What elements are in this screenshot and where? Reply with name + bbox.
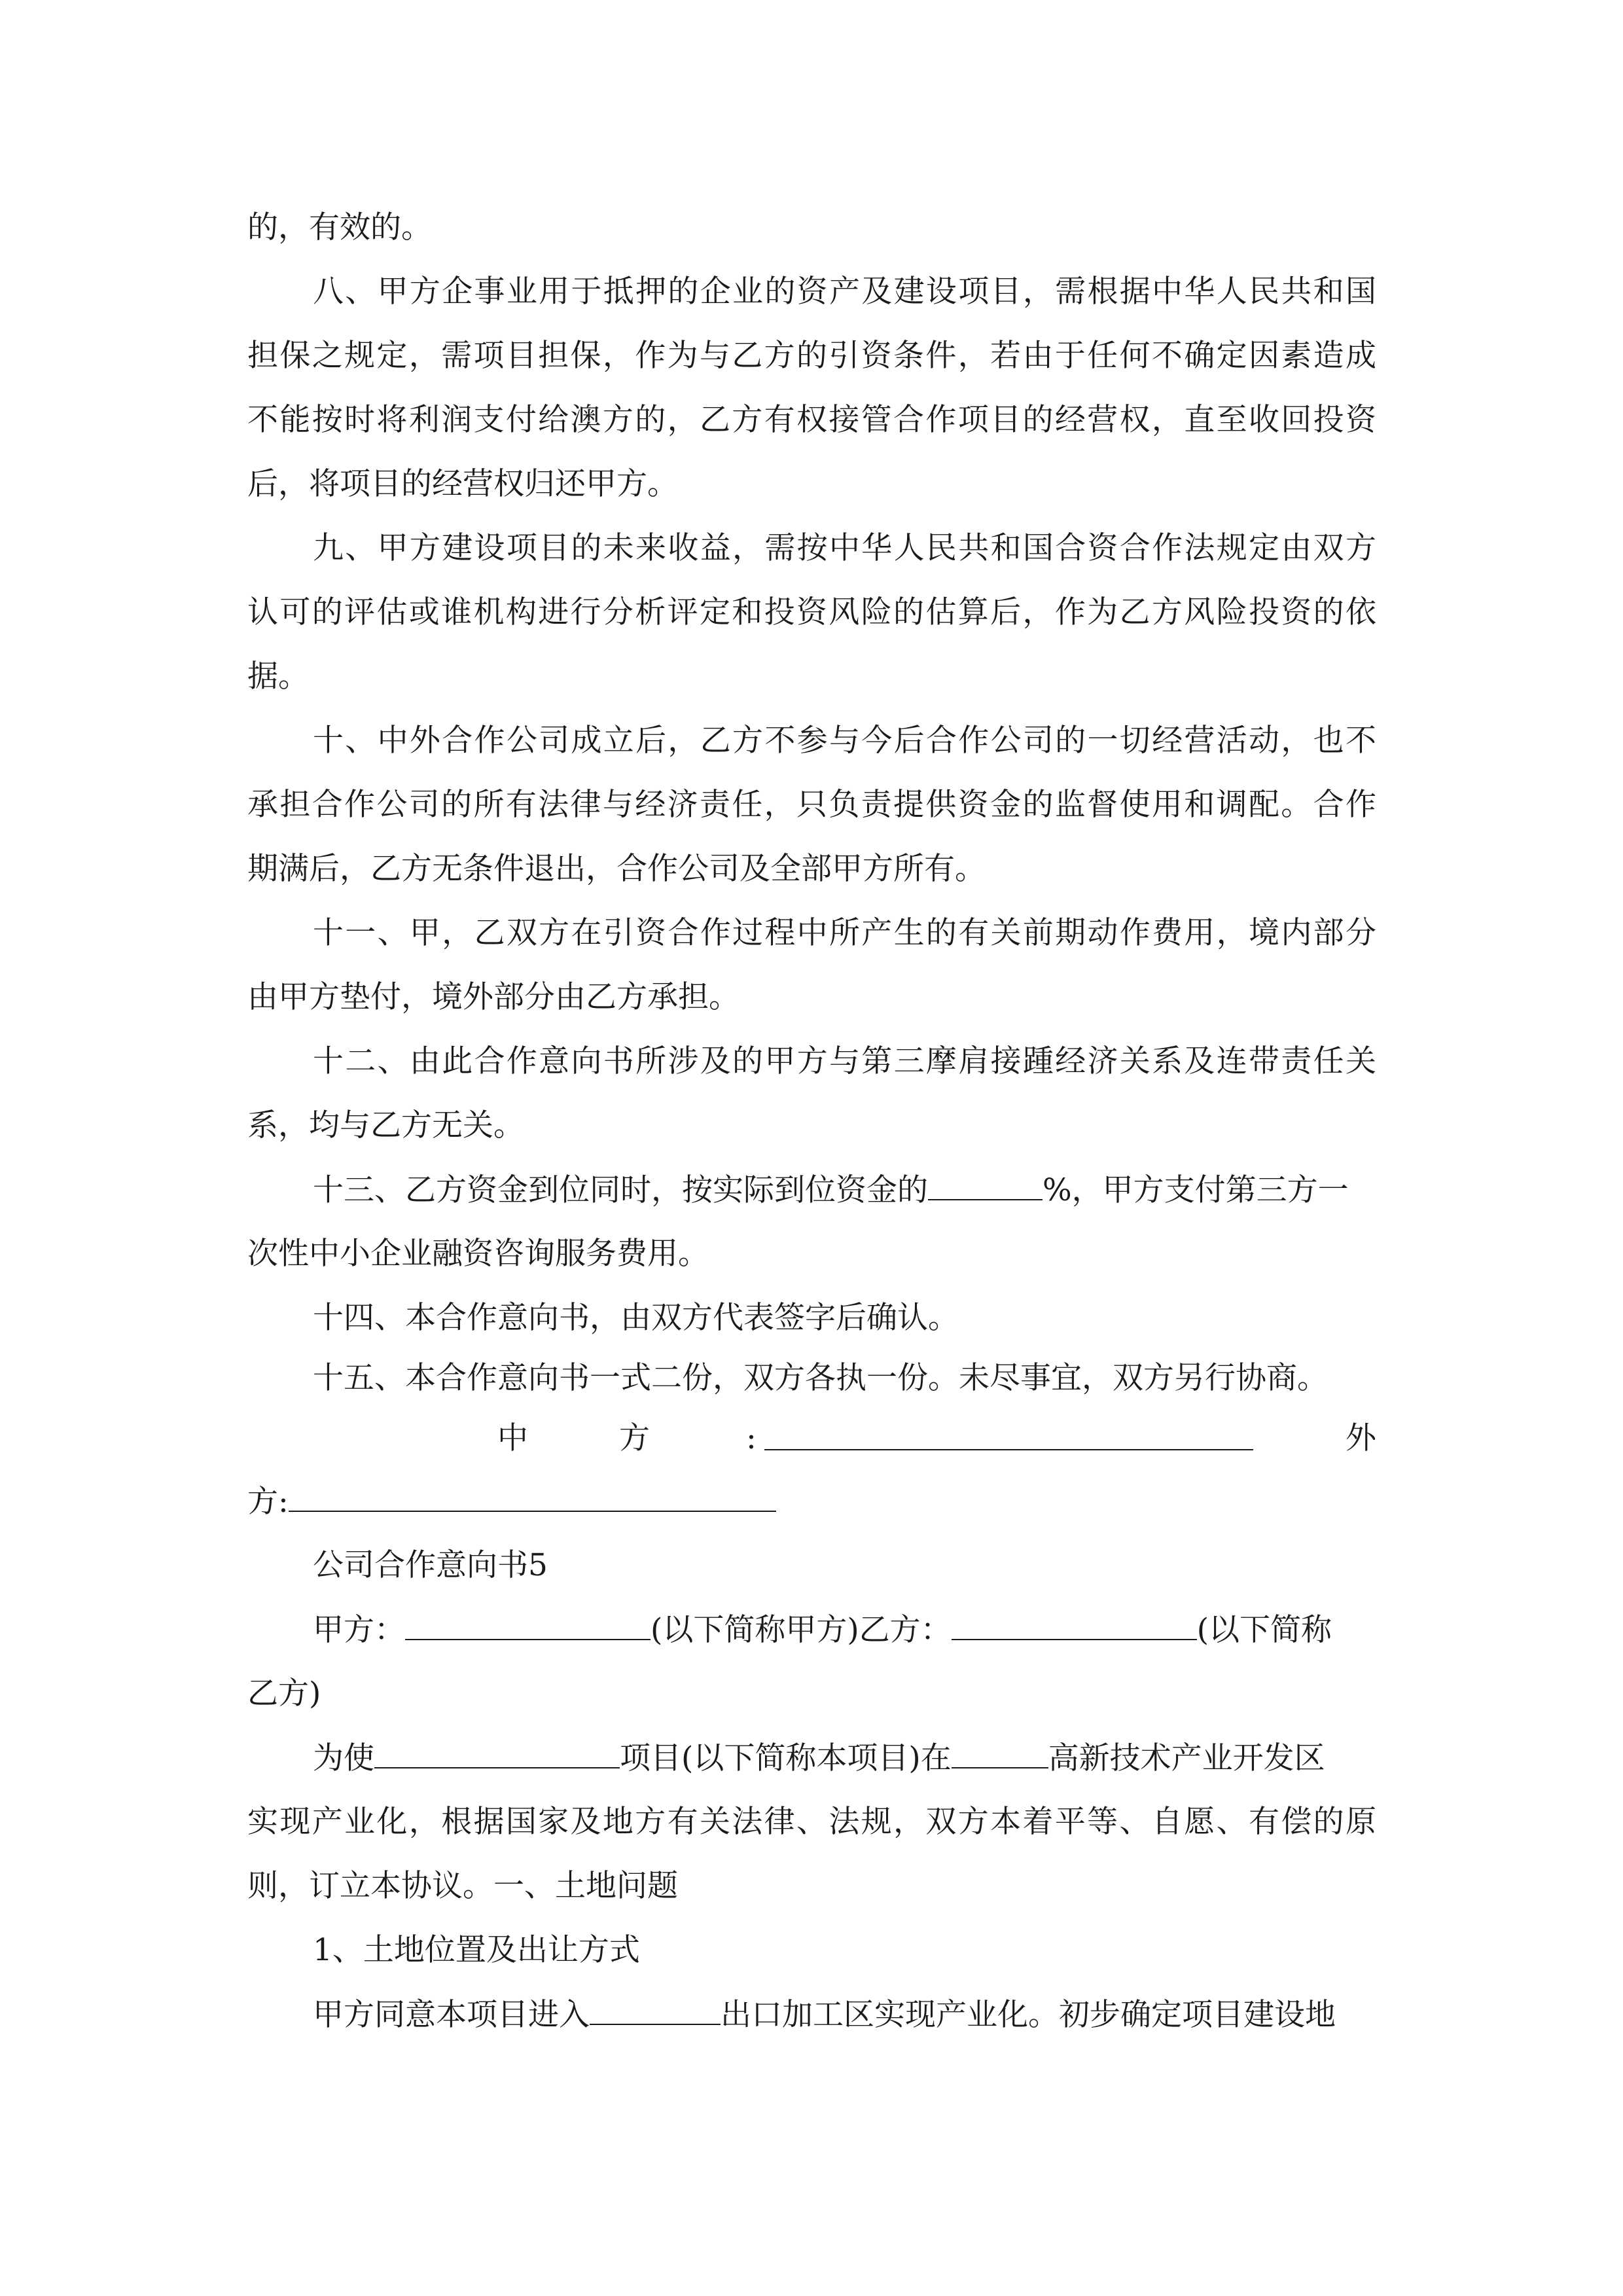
purpose-line bbox=[313, 1738, 1376, 1778]
signature-label-fang: 方 bbox=[619, 1420, 650, 1456]
clause-12-line: 十二、由此合作意向书所涉及的甲方与第三摩肩接踵经济关系及连带责任关 bbox=[313, 1043, 1376, 1079]
land-line bbox=[313, 1995, 1376, 2034]
purpose-text: 为使 bbox=[313, 1740, 374, 1776]
purpose-line: 实现产业化，根据国家及地方有关法律、法规，双方本着平等、自愿、有偿的原 bbox=[247, 1804, 1376, 1840]
clause-8-line: 不能按时将利润支付给澳方的，乙方有权接管合作项目的经营权，直至收回投资 bbox=[247, 402, 1376, 438]
section-title: 公司合作意向书5 bbox=[313, 1547, 548, 1583]
foreign-party-signature-blank[interactable] bbox=[289, 1482, 776, 1512]
processing-zone-blank[interactable] bbox=[590, 1995, 721, 2025]
signature-label-wai: 外 bbox=[1346, 1420, 1376, 1456]
clause-8-line: 八、甲方企事业用于抵押的企业的资产及建设项目，需根据中华人民共和国 bbox=[313, 274, 1376, 310]
clause-12-line: 系，均与乙方无关。 bbox=[247, 1107, 524, 1143]
signature-colon: : bbox=[746, 1420, 757, 1456]
clause-9-line: 认可的评估或谁机构进行分析评定和投资风险的估算后，作为乙方风险投资的依 bbox=[247, 594, 1376, 630]
clause-15-line: 十五、本合作意向书一式二份，双方各执一份。未尽事宜，双方另行协商。 bbox=[313, 1360, 1328, 1396]
document-page bbox=[247, 0, 1376, 2296]
land-text: 出口加工区实现产业化。初步确定项目建设地 bbox=[721, 1997, 1336, 2033]
signature-label-zhong: 中 bbox=[497, 1420, 528, 1456]
clause-9-line: 九、甲方建设项目的未来收益，需按中华人民共和国合资合作法规定由双方 bbox=[313, 530, 1376, 566]
purpose-line: 则，订立本协议。一、土地问题 bbox=[247, 1868, 678, 1904]
foreign-party-signature-line bbox=[247, 1482, 1376, 1521]
percentage-blank[interactable] bbox=[928, 1170, 1043, 1200]
parties-line-cont: 乙方) bbox=[247, 1676, 321, 1712]
signature-label-fang2: 方: bbox=[247, 1484, 289, 1520]
clause-11-line: 由甲方垫付，境外部分由乙方承担。 bbox=[247, 979, 740, 1015]
clause-14-line: 十四、本合作意向书，由双方代表签字后确认。 bbox=[313, 1300, 959, 1336]
clause-8-line: 后，将项目的经营权归还甲方。 bbox=[247, 466, 678, 502]
party-b-suffix: (以下简称 bbox=[1196, 1612, 1332, 1648]
purpose-text: 项目(以下简称本项目)在 bbox=[620, 1740, 952, 1776]
clause-8-line: 担保之规定，需项目担保，作为与乙方的引资条件，若由于任何不确定因素造成 bbox=[247, 338, 1376, 374]
text-line: 的，有效的。 bbox=[247, 209, 432, 245]
clause-13-line bbox=[313, 1170, 1376, 1210]
party-a-label: 甲方： bbox=[313, 1612, 405, 1648]
clause-10-line: 期满后，乙方无条件退出，合作公司及全部甲方所有。 bbox=[247, 851, 986, 887]
project-name-blank[interactable] bbox=[374, 1738, 620, 1768]
parties-line bbox=[313, 1610, 1376, 1649]
clause-10-line: 承担合作公司的所有法律与经济责任，只负责提供资金的监督使用和调配。合作 bbox=[247, 787, 1376, 823]
zone-name-blank[interactable] bbox=[952, 1738, 1048, 1768]
purpose-text: 高新技术产业开发区 bbox=[1048, 1740, 1325, 1776]
subsection-title: 1、土地位置及出让方式 bbox=[313, 1932, 640, 1968]
land-text: 甲方同意本项目进入 bbox=[313, 1997, 590, 2033]
clause-9-line: 据。 bbox=[247, 658, 309, 694]
clause-13-text: %，甲方支付第三方一 bbox=[1043, 1172, 1349, 1208]
clause-10-line: 十、中外合作公司成立后，乙方不参与今后合作公司的一切经营活动，也不 bbox=[313, 723, 1376, 759]
party-a-blank[interactable] bbox=[405, 1610, 651, 1640]
party-a-suffix: (以下简称甲方)乙方： bbox=[651, 1612, 952, 1648]
chinese-party-signature-blank[interactable] bbox=[764, 1420, 1253, 1450]
clause-13-text: 十三、乙方资金到位同时，按实际到位资金的 bbox=[313, 1172, 928, 1208]
party-b-blank[interactable] bbox=[952, 1610, 1197, 1640]
clause-11-line: 十一、甲，乙双方在引资合作过程中所产生的有关前期动作费用，境内部分 bbox=[313, 915, 1376, 951]
clause-13-line: 次性中小企业融资咨询服务费用。 bbox=[247, 1236, 709, 1272]
